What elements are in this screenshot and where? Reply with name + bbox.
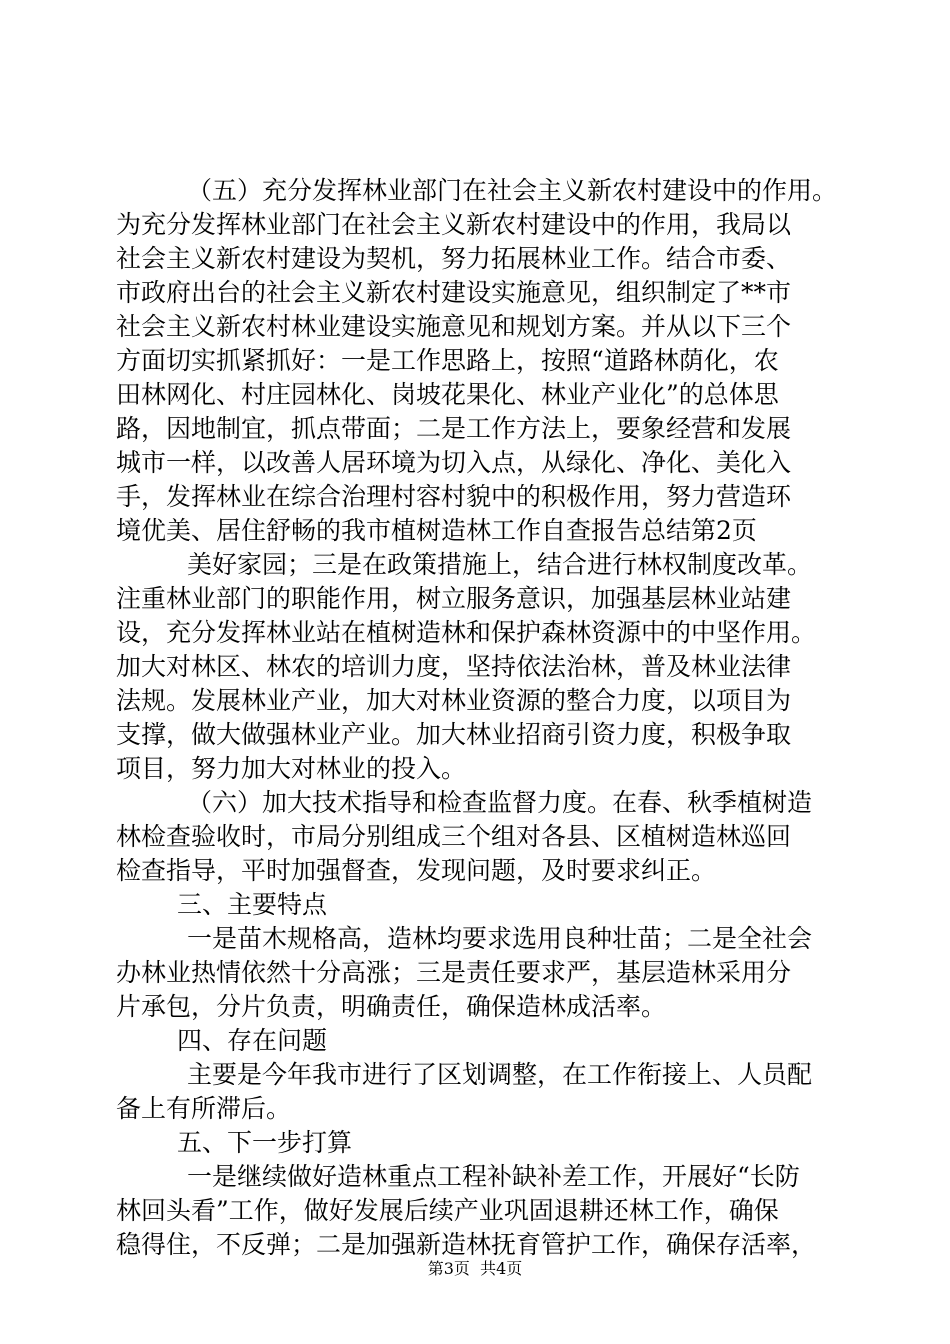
text-line: 社会主义新农村林业建设实施意见和规划方案。并从以下三个 [116, 312, 792, 341]
text-line: 稳得住，不反弹；二是加强新造林抚育管护工作，确保存活率， [116, 1230, 817, 1259]
section-heading: 五、下一步打算 [177, 1128, 353, 1157]
text-line: 路，因地制宜，抓点带面；二是工作方法上，要象经营和发展 [116, 414, 792, 443]
text-line: 市政府出台的社会主义新农村建设实施意见，组织制定了**市 [116, 278, 792, 307]
text-line: 美好家园；三是在政策措施上，结合进行林权制度改革。 [187, 550, 813, 579]
text-line: 办林业热情依然十分高涨；三是责任要求严，基层造林采用分 [116, 958, 792, 987]
text-line: 为充分发挥林业部门在社会主义新农村建设中的作用，我局以 [116, 210, 792, 239]
text-line: 一是苗木规格高，造林均要求选用良种壮苗；二是全社会 [187, 924, 813, 953]
text-line: 一是继续做好造林重点工程补缺补差工作，开展好“长防 [187, 1162, 800, 1191]
text-line: 设，充分发挥林业站在植树造林和保护森林资源中的中坚作用。 [116, 618, 817, 647]
page-number-footer: 第3页 共4页 [427, 1259, 523, 1278]
text-line: 社会主义新农村建设为契机，努力拓展林业工作。结合市委、 [116, 244, 792, 273]
text-line: 城市一样，以改善人居环境为切入点，从绿化、净化、美化入 [116, 448, 792, 477]
text-line: （五）充分发挥林业部门在社会主义新农村建设中的作用。 [187, 176, 838, 205]
text-line: 方面切实抓紧抓好：一是工作思路上，按照“道路林荫化，农 [116, 346, 779, 375]
text-line: 林回头看”工作，做好发展后续产业巩固退耕还林工作，确保 [116, 1196, 779, 1225]
section-heading: 三、主要特点 [177, 890, 328, 919]
text-line: 注重林业部门的职能作用，树立服务意识，加强基层林业站建 [116, 584, 792, 613]
text-line: 手，发挥林业在综合治理村容村貌中的积极作用，努力营造环 [116, 482, 792, 511]
text-line: 检查指导，平时加强督查，发现问题，及时要求纠正。 [116, 856, 717, 885]
text-line: 境优美、居住舒畅的我市植树造林工作自查报告总结第2页 [116, 516, 757, 545]
text-line: 项目，努力加大对林业的投入。 [116, 754, 467, 783]
text-line: 备上有所滞后。 [116, 1094, 292, 1123]
text-line: 林检查验收时，市局分别组成三个组对各县、区植树造林巡回 [116, 822, 792, 851]
text-line: 法规。发展林业产业，加大对林业资源的整合力度，以项目为 [116, 686, 792, 715]
text-line: 支撑，做大做强林业产业。加大林业招商引资力度，积极争取 [116, 720, 792, 749]
text-line: 加大对林区、林农的培训力度，坚持依法治林，普及林业法律 [116, 652, 792, 681]
text-line: 片承包，分片负责，明确责任，确保造林成活率。 [116, 992, 667, 1021]
text-line: 田林网化、村庄园林化、岗坡花果化、林业产业化”的总体思 [116, 380, 779, 409]
text-line: 主要是今年我市进行了区划调整，在工作衔接上、人员配 [187, 1060, 813, 1089]
text-line: （六）加大技术指导和检查监督力度。在春、秋季植树造 [187, 788, 813, 817]
section-heading: 四、存在问题 [177, 1026, 328, 1055]
